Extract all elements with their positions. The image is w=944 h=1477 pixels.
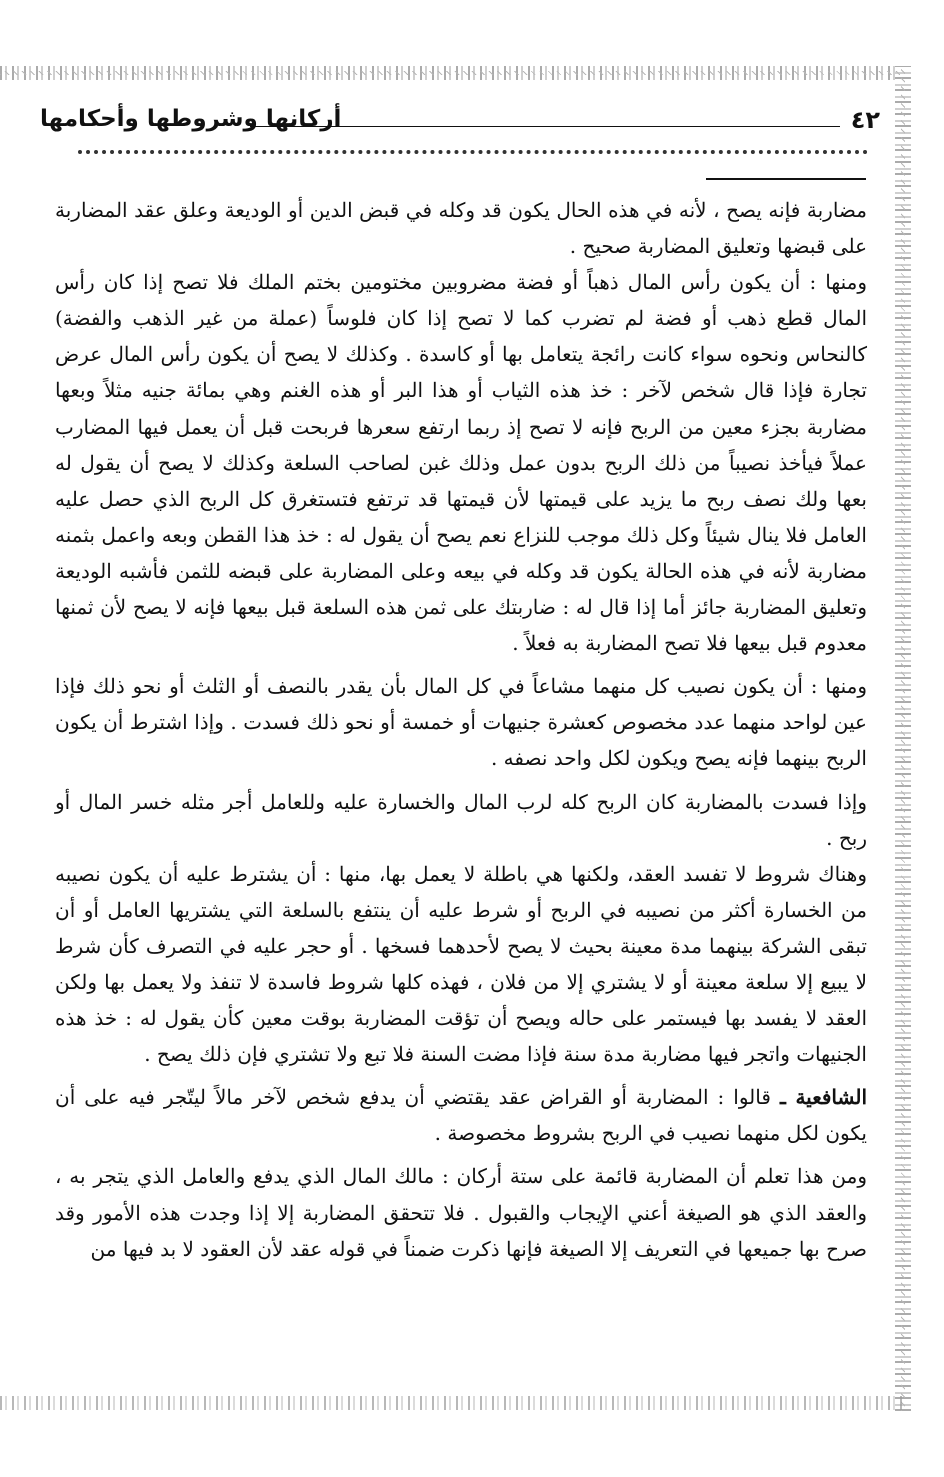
dotted-divider [78, 150, 868, 154]
running-header [40, 104, 880, 144]
paragraph-7 [55, 1158, 867, 1266]
paragraph-6 [55, 1079, 867, 1151]
decorative-border-right [895, 66, 911, 1411]
paragraph-text: مضاربة فإنه يصح ، لأنه في هذه الحال يكون قد وكله في قبض الدين أو الوديعة وعلق عقد المضاربة على قبضها وتعليق المضاربة صحيح . [55, 198, 867, 259]
page-number: ٤٢ [850, 106, 880, 134]
paragraph-text: وإذا فسدت بالمضاربة كان الربح كله لرب المال والخسارة عليه وللعامل أجر مثله خسر المال أو ربح . [55, 789, 867, 850]
paragraph-text: ومن هذا تعلم أن المضاربة قائمة على ستة أركان : مالك المال الذي يدفع والعامل الذي يتجر به ، والعقد الذي هو الصيغة أعني الإيجاب والقبول . فلا تتحقق المضاربة إلا إذا وجدت هذه الأمور وقد صرح بها جميعها في التعريف إلا الصيغة فإنها ذكرت ضمناً في قوله عقد لأن العقود لا بد فيها من [55, 1164, 867, 1261]
paragraph-text: ومنها : أن يكون نصيب كل منهما مشاعاً في كل المال بأن يقدر بالنصف أو الثلث أو نحو ذلك فإذا عين لواحد منهما عدد مخصوص كعشرة جنيهات أو خمسة أو نحو ذلك فسدت . وإذا اشترط أن يكون الربح بينهما فإنه يصح ويكون لكل واحد نصفه . [55, 674, 867, 771]
school-heading: الشافعية ـ [779, 1085, 868, 1110]
paragraph-2 [55, 264, 867, 661]
running-title: أركانها وشروطها وأحكامها [40, 106, 342, 132]
decorative-border-top [0, 66, 900, 80]
paragraph-5 [55, 856, 867, 1073]
body-text [55, 192, 867, 1267]
paragraph-text: ومنها : أن يكون رأس المال ذهباً أو فضة مضروبين مختومين بختم الملك فلا تصح إذا كان رأس المال قطع ذهب أو فضة لم تضرب كما لا تصح إذا كان فلوساً (عملة من غير الذهب والفضة) كالنحاس ونحوه سواء كانت رائجة يتعامل بها أو كاسدة . وكذلك لا يصح أن يكون رأس المال عرض تجارة فإذا قال شخص لآخر : خذ هذه الثياب أو هذا البر أو هذه الغنم وهي بمائة جنيه مثلاً وبعها مضاربة بجزء معين من الربح فإنه لا تصح إذ ربما ارتفع سعرها فربحت قبل أن يعمل فيها المضارب عملاً فيأخذ نصيباً من ذلك الربح بدون عمل وذلك غبن لصاحب السلعة وكذلك لا يصح أن يقول له بعها ولك نصف ربح ما يزيد على قيمتها لأن قيمتها قد ترتفع فتستغرق كل الربح الذي حصل عليه العامل فلا ينال شيئاً وكل ذلك موجب للنزاع نعم يصح أن يقول له : خذ هذا القطن وبعه واعمل بثمنه مضاربة لأنه في هذه الحالة يكون قد وكله في بيعه وعلى المضاربة على قبضه للثمن فأشبه الوديعة وتعليق المضاربة جائز أما إذا قال له : ضاربتك على ثمن هذه السلعة قبل بيعها فإنه لا يصح لأن ثمنها معدوم قبل بيعها فلا تصح المضاربة به فعلاً . [55, 270, 867, 656]
paragraph-text: وهناك شروط لا تفسد العقد، ولكنها هي باطلة لا يعمل بها، منها : أن يشترط عليه أن يكون نصيبه من الخسارة أكثر من نصيبه في الربح أو شرط عليه أن ينتفع بالسلعة التي يشتريها العامل أو أن تبقى الشركة بينهما مدة معينة بحيث لا يصح لأحدهما فسخها . أو حجر عليه في التصرف كأن شرط لا يبيع إلا سلعة معينة أو لا يشتري إلا من فلان ، فهذه كلها شروط فاسدة لا تنفذ ولا يعمل بها ولكن العقد لا يفسد بها فيستمر على حاله ويصح أن تؤقت المضاربة بوقت معين كأن يقول له : خذ هذه الجنيهات واتجر فيها مضاربة مدة سنة فإذا مضت السنة فلا تبع ولا تشتري فإن ذلك يصح . [55, 861, 867, 1067]
paragraph-text: قالوا : المضاربة أو القراض عقد يقتضي أن يدفع شخص لآخر مالاً ليتّجر فيه على أن يكون لكل منهما نصيب في الربح بشروط مخصوصة . [55, 1085, 867, 1146]
paragraph-1 [55, 192, 867, 264]
decorative-border-bottom [0, 1396, 905, 1410]
section-divider [706, 178, 866, 180]
paragraph-4 [55, 784, 867, 856]
paragraph-3 [55, 668, 867, 776]
